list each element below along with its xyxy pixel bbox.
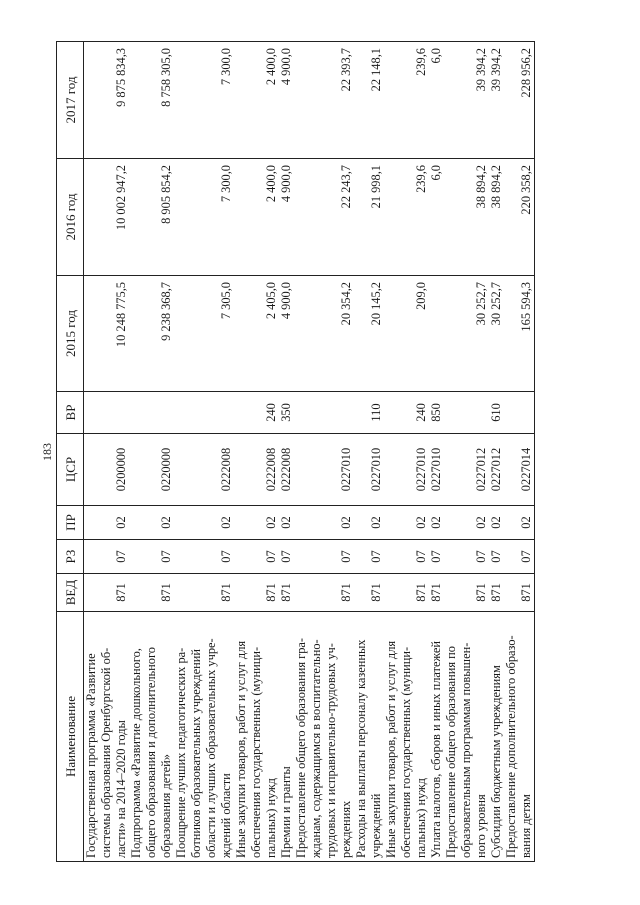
cell-pr-value: 02 — [474, 516, 488, 529]
name-line: Иные закупки товаров, работ и услуг для — [234, 640, 248, 858]
cell-ved-value: 871 — [279, 583, 293, 602]
cell-2016-value: 21 998,1 — [369, 165, 383, 209]
cell-ved-value: 871 — [489, 583, 503, 602]
cell-pr — [234, 506, 294, 540]
cell-rz-value: 07 — [339, 550, 353, 563]
cell-2017-value: 4 900,0 — [279, 48, 293, 86]
cell-csr — [129, 434, 174, 506]
name-line: ботников образовательных учреждений — [189, 648, 203, 858]
cell-pr-value: 02 — [339, 516, 353, 529]
cell-rz-value: 07 — [219, 550, 233, 563]
cell-name — [129, 612, 174, 862]
cell-rz — [174, 540, 234, 574]
cell-2015-value: 20 145,2 — [369, 282, 383, 326]
cell-csr — [294, 434, 354, 506]
cell-csr-value: 0227012 — [474, 447, 488, 492]
cell-rz-value: 07 — [429, 550, 443, 563]
name-line: Расходы на выплаты персоналу казенных — [354, 639, 368, 858]
cell-pr-value: 02 — [264, 516, 278, 529]
cell-name — [384, 612, 444, 862]
cell-2015-value: 209,0 — [414, 282, 428, 310]
cell-rz — [234, 540, 294, 574]
cell-csr — [234, 434, 294, 506]
name-line: ного уровня — [474, 794, 488, 858]
cell-ved — [84, 574, 130, 612]
cell-ved — [129, 574, 174, 612]
cell-2017 — [354, 42, 384, 159]
cell-2017-value: 7 300,0 — [219, 48, 233, 86]
table-body — [84, 42, 535, 862]
cell-name — [294, 612, 354, 862]
cell-name — [174, 612, 234, 862]
cell-pr-value: 02 — [219, 516, 233, 529]
cell-pr — [294, 506, 354, 540]
cell-vr-value — [519, 395, 534, 430]
cell-name — [354, 612, 384, 862]
name-line: трудовых и исправительно-трудовых уч- — [324, 643, 338, 858]
cell-pr-value: 02 — [279, 516, 293, 529]
cell-rz — [129, 540, 174, 574]
cell-pr-value: 02 — [519, 516, 533, 529]
cell-2016-value: 220 358,2 — [519, 165, 533, 215]
cell-2016-value: 2 400,0 — [264, 165, 278, 203]
cell-csr-value: 0222008 — [264, 447, 278, 492]
cell-2015-value: 20 354,2 — [339, 282, 353, 326]
cell-2015-value: 9 238 368,7 — [159, 282, 173, 341]
cell-ved — [174, 574, 234, 612]
cell-2015 — [504, 276, 535, 392]
cell-2017 — [504, 42, 535, 159]
cell-vr — [504, 392, 535, 434]
cell-vr — [234, 392, 294, 434]
cell-2015 — [84, 276, 130, 392]
cell-ved-value: 871 — [264, 583, 278, 602]
cell-2017-value: 39 394,2 — [474, 48, 488, 92]
cell-rz-value: 07 — [489, 550, 503, 563]
cell-csr-value: 0227010 — [369, 447, 383, 492]
name-line: Предоставление общего образования по — [444, 646, 458, 858]
cell-2015 — [174, 276, 234, 392]
cell-pr — [384, 506, 444, 540]
cell-2015 — [129, 276, 174, 392]
cell-name — [84, 612, 130, 862]
cell-2016-value: 4 900,0 — [279, 165, 293, 203]
name-line: пальных) нужд — [414, 778, 428, 858]
header-2017: 2017 год — [57, 42, 84, 159]
cell-vr — [174, 392, 234, 434]
cell-vr-value — [219, 395, 234, 430]
cell-pr — [84, 506, 130, 540]
cell-2016-value: 6,0 — [429, 165, 443, 181]
cell-pr — [444, 506, 504, 540]
cell-2017-value: 239,6 — [414, 48, 428, 76]
cell-pr-value: 02 — [414, 516, 428, 529]
cell-2016 — [129, 159, 174, 276]
cell-csr — [84, 434, 130, 506]
cell-ved-value: 871 — [114, 583, 128, 602]
cell-pr — [354, 506, 384, 540]
header-ved: ВЕД — [57, 574, 84, 612]
cell-2016-value: 22 243,7 — [339, 165, 353, 209]
cell-vr-value: 240 — [264, 403, 278, 422]
cell-csr-value: 0227014 — [519, 447, 533, 492]
table-row — [174, 42, 234, 862]
name-line: ласти» на 2014–2020 годы — [114, 720, 128, 858]
cell-ved — [294, 574, 354, 612]
cell-vr — [384, 392, 444, 434]
table-row — [504, 42, 535, 862]
name-line: обеспечения государственных (муници- — [399, 646, 413, 858]
cell-2015 — [234, 276, 294, 392]
cell-vr-value: 610 — [489, 403, 503, 422]
header-name: Наименование — [57, 612, 84, 862]
name-line: Поощрение лучших педагогических ра- — [174, 647, 188, 858]
name-line: Государственная программа «Развитие — [84, 653, 98, 858]
cell-csr-value: 0222008 — [279, 447, 293, 492]
cell-name — [504, 612, 535, 862]
table-row — [294, 42, 354, 862]
cell-2015-value: 2 405,0 — [264, 282, 278, 320]
cell-2017-value: 2 400,0 — [264, 48, 278, 86]
cell-2015-value: 30 252,7 — [474, 282, 488, 326]
cell-rz-value: 07 — [279, 550, 293, 563]
cell-ved-value: 871 — [339, 583, 353, 602]
name-line: учреждений — [369, 793, 383, 858]
cell-2015-value: 165 594,3 — [519, 282, 533, 332]
cell-csr-value: 0227010 — [429, 447, 443, 492]
cell-2017-value: 228 956,2 — [519, 48, 533, 98]
cell-vr-value — [159, 395, 174, 430]
cell-vr — [294, 392, 354, 434]
name-line: области и лучших образовательных учре- — [204, 638, 218, 858]
name-line: пальных) нужд — [264, 778, 278, 858]
cell-vr-value — [339, 395, 354, 430]
cell-ved-value: 871 — [519, 583, 533, 602]
rotated-content — [40, 42, 600, 862]
header-rz: РЗ — [57, 540, 84, 574]
cell-2017 — [84, 42, 130, 159]
cell-2016-value: 8 905 854,2 — [159, 165, 173, 224]
cell-2017 — [444, 42, 504, 159]
cell-2017-value: 9 875 834,3 — [114, 48, 128, 107]
cell-2016-value: 38 894,2 — [489, 165, 503, 209]
header-2015: 2015 год — [57, 276, 84, 392]
cell-2016-value: 38 894,2 — [474, 165, 488, 209]
cell-vr-value — [114, 395, 129, 430]
name-line: Субсидии бюджетным учреждениям — [489, 665, 503, 858]
cell-2016 — [294, 159, 354, 276]
name-line: Предоставление дополнительного образо- — [504, 635, 518, 858]
cell-csr-value: 0200000 — [114, 447, 128, 492]
cell-pr-value: 02 — [369, 516, 383, 529]
cell-rz-value: 07 — [414, 550, 428, 563]
cell-csr — [384, 434, 444, 506]
cell-ved — [354, 574, 384, 612]
cell-ved-value: 871 — [219, 583, 233, 602]
cell-ved-value: 871 — [429, 583, 443, 602]
cell-2017-value: 22 148,1 — [369, 48, 383, 92]
cell-2017-value: 22 393,7 — [339, 48, 353, 92]
name-line: образовательным программам повышен- — [459, 642, 473, 858]
name-line: Подпрограмма «Развитие дошкольного, — [129, 648, 143, 858]
cell-vr-value: 240 — [414, 403, 428, 422]
cell-2016 — [84, 159, 130, 276]
table-row — [84, 42, 130, 862]
name-line: Предоставление общего образования гра- — [294, 637, 308, 858]
cell-pr-value: 02 — [429, 516, 443, 529]
cell-rz-value: 07 — [474, 550, 488, 563]
cell-pr-value: 02 — [159, 516, 173, 529]
cell-csr — [354, 434, 384, 506]
cell-2017-value: 8 758 305,0 — [159, 48, 173, 107]
cell-2017 — [129, 42, 174, 159]
cell-name — [234, 612, 294, 862]
name-line: реждениях — [339, 800, 353, 858]
budget-table — [56, 41, 535, 862]
cell-ved — [384, 574, 444, 612]
cell-2017-value: 39 394,2 — [489, 48, 503, 92]
cell-2017 — [174, 42, 234, 159]
cell-ved — [444, 574, 504, 612]
table-row — [354, 42, 384, 862]
cell-vr-value: 850 — [429, 403, 443, 422]
cell-2015-value — [429, 282, 444, 388]
cell-2016 — [504, 159, 535, 276]
cell-2017-value: 6,0 — [429, 48, 443, 64]
cell-rz-value: 07 — [519, 550, 533, 563]
cell-2015 — [354, 276, 384, 392]
page-number: 183 — [40, 443, 54, 461]
cell-vr-value: 110 — [369, 403, 383, 422]
name-line: вания детям — [519, 794, 533, 858]
name-line: общего образования и дополнительного — [144, 647, 158, 858]
cell-pr — [504, 506, 535, 540]
cell-rz-value: 07 — [264, 550, 278, 563]
header-csr: ЦСР — [57, 434, 84, 506]
cell-pr — [174, 506, 234, 540]
cell-rz — [444, 540, 504, 574]
cell-csr — [174, 434, 234, 506]
cell-pr — [129, 506, 174, 540]
cell-pr-value: 02 — [114, 516, 128, 529]
name-line: ждений области — [219, 773, 233, 858]
header-vr: ВР — [57, 392, 84, 434]
name-line: жданам, содержащимся в воспитательно- — [309, 639, 323, 858]
cell-csr-value: 0227012 — [489, 447, 503, 492]
cell-vr — [354, 392, 384, 434]
table-row — [129, 42, 174, 862]
cell-ved-value: 871 — [159, 583, 173, 602]
name-line: Уплата налогов, сборов и иных платежей — [429, 640, 443, 858]
cell-2015 — [384, 276, 444, 392]
header-2016: 2016 год — [57, 159, 84, 276]
cell-ved-value: 871 — [414, 583, 428, 602]
table-row — [444, 42, 504, 862]
cell-rz-value: 07 — [369, 550, 383, 563]
cell-2016 — [444, 159, 504, 276]
cell-rz-value: 07 — [159, 550, 173, 563]
cell-2016-value: 239,6 — [414, 165, 428, 193]
cell-2017 — [294, 42, 354, 159]
cell-vr — [129, 392, 174, 434]
name-line: Иные закупки товаров, работ и услуг для — [384, 640, 398, 858]
cell-2016-value: 7 300,0 — [219, 165, 233, 203]
cell-csr-value: 0222008 — [219, 447, 233, 492]
cell-vr — [84, 392, 130, 434]
cell-vr-value: 350 — [279, 403, 293, 422]
cell-ved-value: 871 — [474, 583, 488, 602]
name-line: обеспечения государственных (муници- — [249, 646, 263, 858]
cell-2016 — [174, 159, 234, 276]
name-line: образования детей» — [159, 753, 173, 858]
cell-2015-value: 10 248 775,5 — [114, 282, 128, 348]
cell-csr-value: 0227010 — [339, 447, 353, 492]
cell-ved-value: 871 — [369, 583, 383, 602]
cell-2015 — [444, 276, 504, 392]
cell-ved — [504, 574, 535, 612]
header-pr: ПР — [57, 506, 84, 540]
name-line: системы образования Оренбургской об- — [99, 647, 113, 858]
cell-2016 — [384, 159, 444, 276]
cell-csr — [504, 434, 535, 506]
table-row — [234, 42, 294, 862]
header-row — [57, 42, 84, 862]
cell-2016 — [234, 159, 294, 276]
cell-csr — [444, 434, 504, 506]
cell-2015-value: 4 900,0 — [279, 282, 293, 320]
cell-2015-value: 30 252,7 — [489, 282, 503, 326]
cell-pr-value: 02 — [489, 516, 503, 529]
cell-2016 — [354, 159, 384, 276]
cell-csr-value: 0220000 — [159, 447, 173, 492]
cell-csr-value: 0227010 — [414, 447, 428, 492]
cell-rz — [294, 540, 354, 574]
cell-2015-value: 7 305,0 — [219, 282, 233, 320]
cell-rz — [84, 540, 130, 574]
cell-vr-value — [474, 395, 489, 430]
cell-ved — [234, 574, 294, 612]
cell-name — [444, 612, 504, 862]
cell-2015 — [294, 276, 354, 392]
table-row — [384, 42, 444, 862]
cell-rz-value: 07 — [114, 550, 128, 563]
cell-rz — [354, 540, 384, 574]
cell-2016-value: 10 002 947,2 — [114, 165, 128, 231]
cell-rz — [384, 540, 444, 574]
cell-rz — [504, 540, 535, 574]
cell-vr — [444, 392, 504, 434]
name-line: Премии и гранты — [279, 766, 293, 858]
cell-2017 — [384, 42, 444, 159]
cell-2017 — [234, 42, 294, 159]
